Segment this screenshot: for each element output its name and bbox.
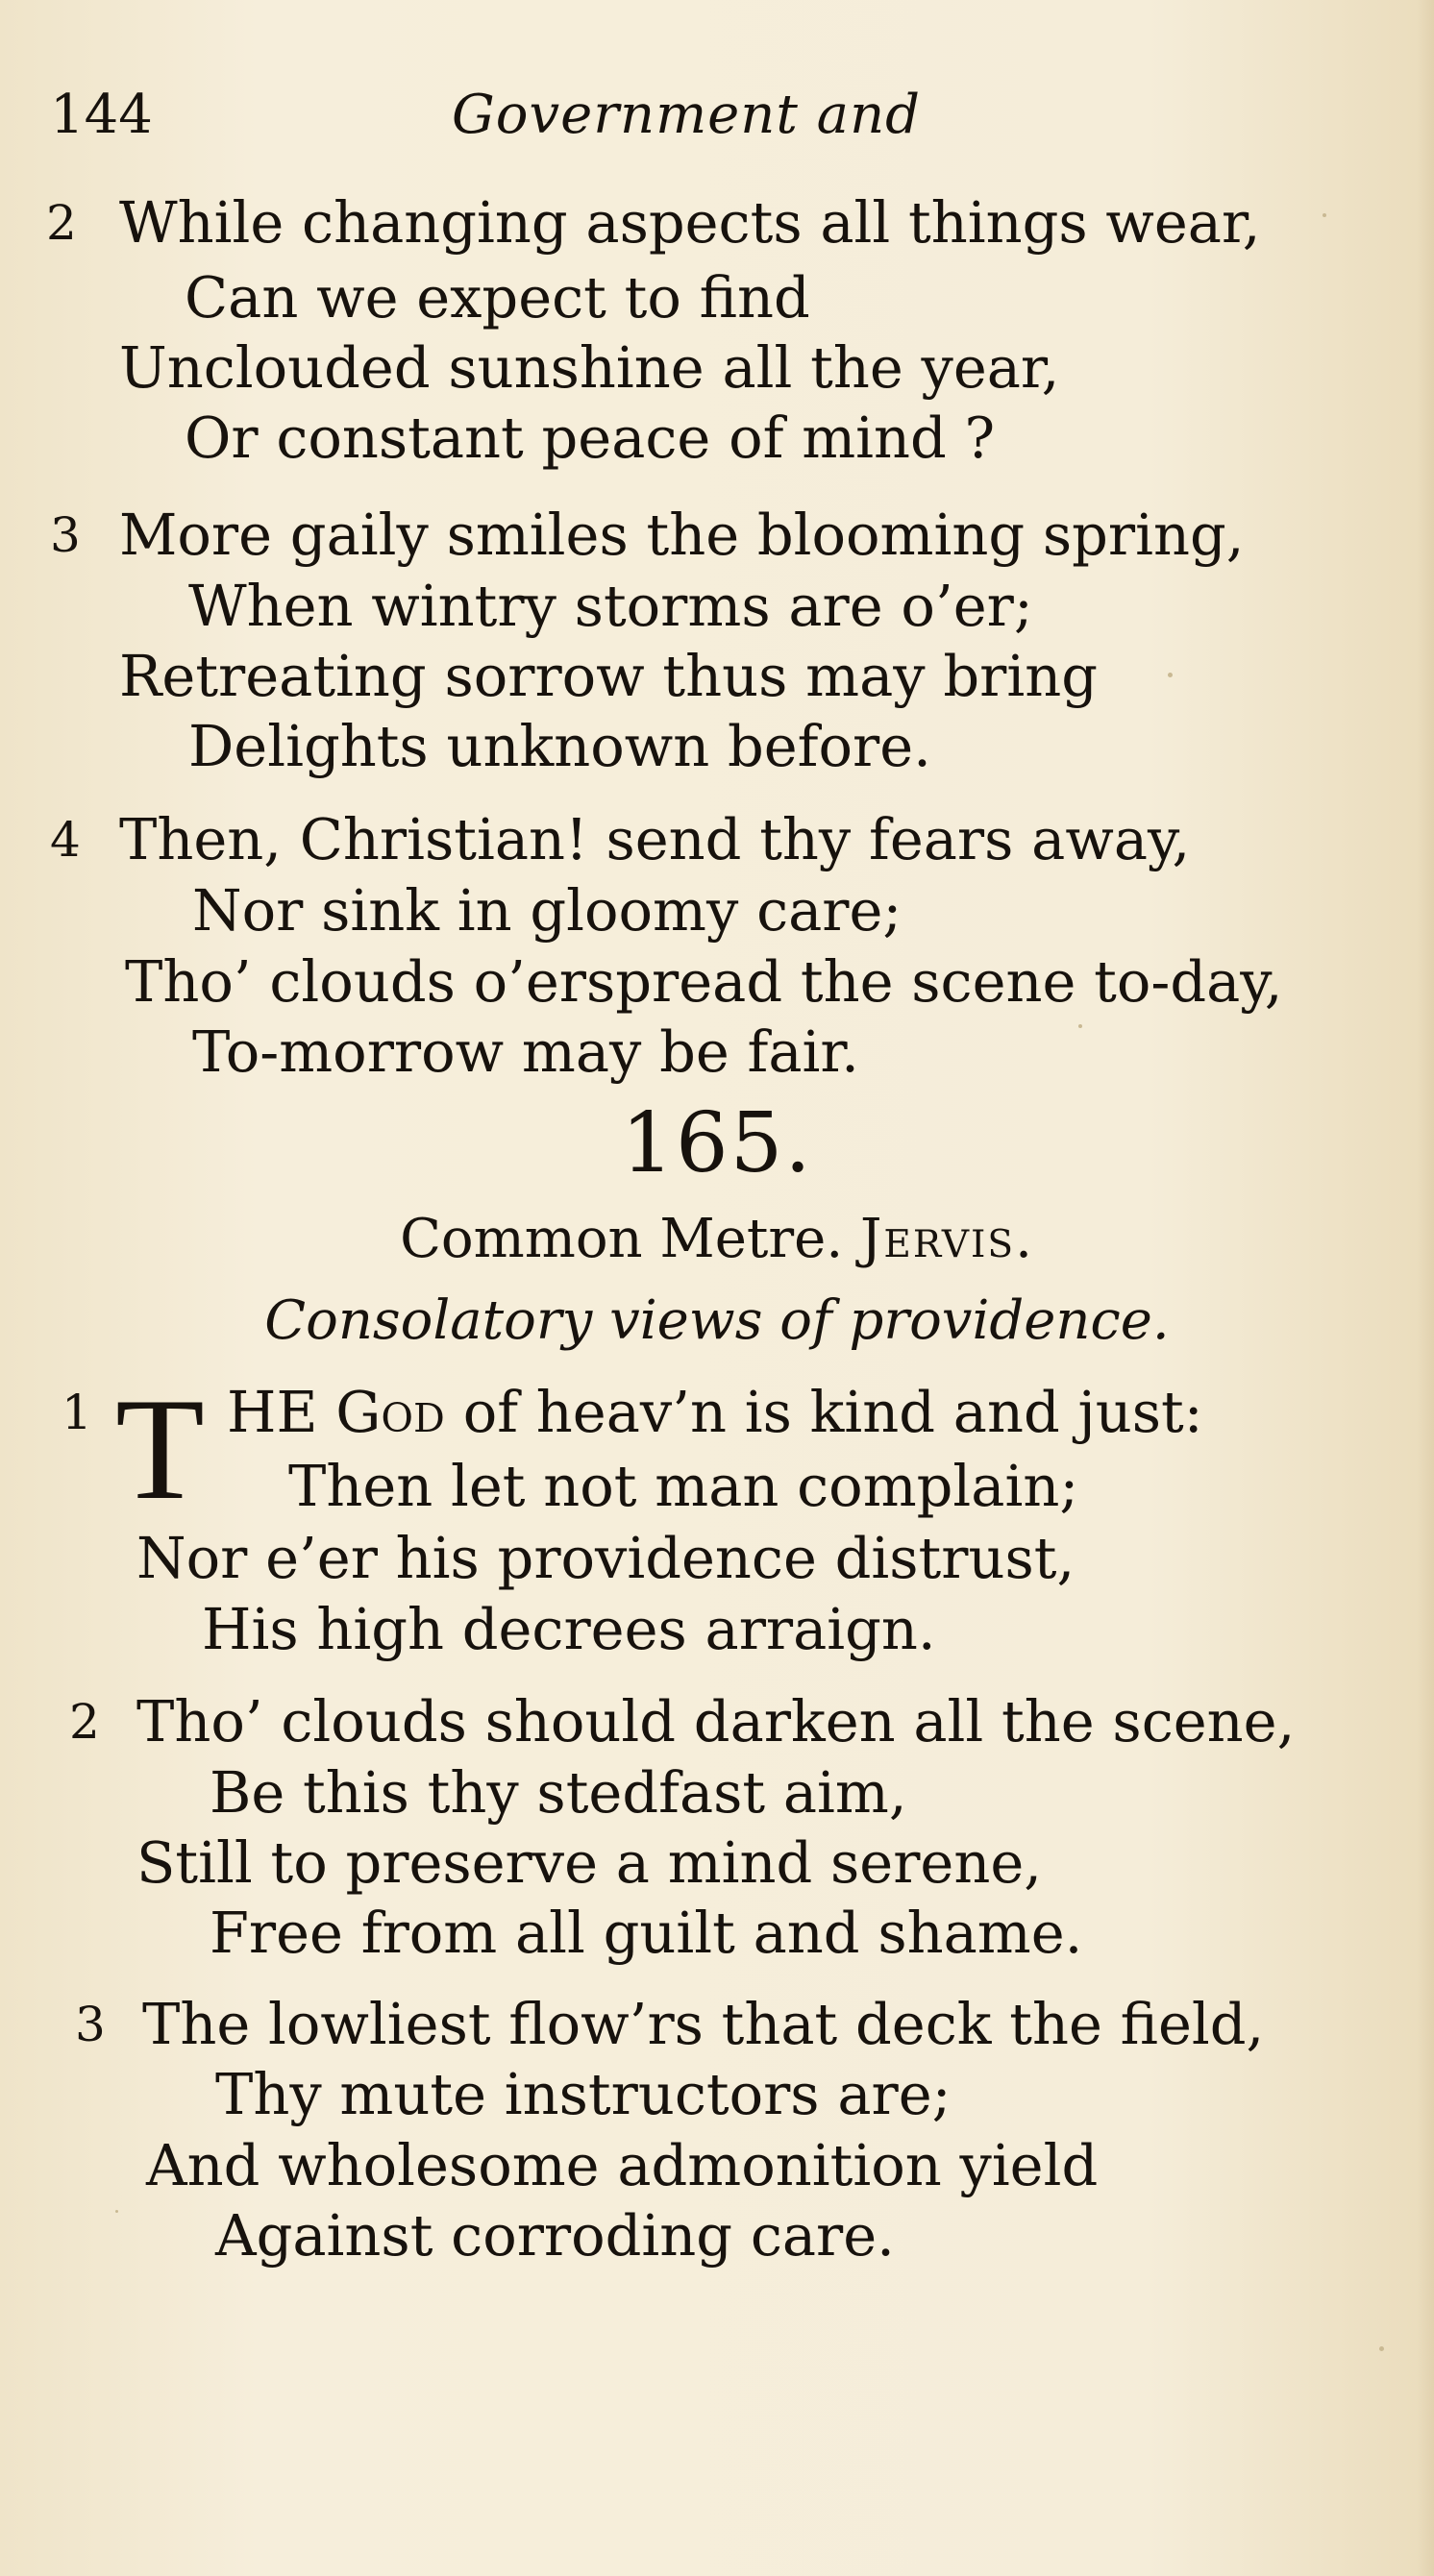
verse-line: Retreating sorrow thus may bring (119, 643, 1098, 709)
verse-line: Tho’ clouds o’erspread the scene to-day, (125, 948, 1283, 1015)
verse-line-first (227, 1377, 1203, 1448)
verse-line: Against corroding care. (215, 2202, 895, 2269)
verse-number: 3 (50, 507, 81, 563)
verse-number: 2 (69, 1694, 100, 1750)
verse-line: When wintry storms are o’er; (188, 573, 1033, 639)
paper-speck (115, 2210, 118, 2213)
verse-line: His high decrees arraign. (202, 1596, 936, 1662)
verse-line: Then, Christian! send thy fears away, (119, 806, 1191, 872)
paper-speck (1078, 1024, 1082, 1028)
page-header (0, 77, 1434, 154)
verse-line: Delights unknown before. (188, 713, 931, 779)
verse-line: Thy mute instructors are; (215, 2061, 952, 2127)
paper-speck (1168, 673, 1173, 677)
verse-line: Nor sink in gloomy care; (192, 877, 902, 944)
verse-line: Tho’ clouds should darken all the scene, (136, 1688, 1296, 1754)
verse-line: Be this thy stedfast aim, (210, 1759, 907, 1826)
verse-number: 1 (62, 1385, 92, 1440)
verse-number: 3 (75, 1997, 106, 2052)
verse-line: The lowliest flow’rs that deck the field, (142, 1991, 1265, 2057)
verse-line: And wholesome admonition yield (146, 2132, 1099, 2198)
verse-number: 4 (50, 812, 81, 868)
hymn-meter-line (0, 1201, 1434, 1278)
hymn-subject: Consolatory views of providence. (264, 1289, 1170, 1352)
running-head: Government and (452, 84, 921, 146)
hymn-author: Jervis. (859, 1208, 1034, 1270)
verse-line: Still to preserve a mind serene, (136, 1829, 1043, 1896)
paper-speck (1323, 213, 1326, 217)
verse-line: Nor e’er his providence distrust, (136, 1525, 1076, 1591)
verse-line: Or constant peace of mind ? (185, 405, 996, 471)
verse-line: Free from all guilt and shame. (210, 1900, 1083, 1966)
hymn-meter: Common Metre. (400, 1208, 844, 1270)
verse-line: More gaily smiles the blooming spring, (119, 502, 1245, 568)
verse-line: While changing aspects all things wear, (119, 189, 1261, 256)
verse-line: Then let not man complain; (288, 1453, 1079, 1519)
verse-line: Can we expect to find (185, 264, 810, 331)
verse-number: 2 (46, 195, 77, 251)
drop-cap: T (115, 1368, 205, 1530)
verse-line: To-morrow may be fair. (192, 1018, 859, 1085)
first-line-rest: of heav’n is kind and just: (462, 1379, 1203, 1445)
first-word-caps: HE (227, 1379, 318, 1445)
hymn-number: 165. (621, 1095, 813, 1191)
paper-speck (1379, 2346, 1384, 2351)
divine-name: God (335, 1379, 445, 1445)
verse-line: Unclouded sunshine all the year, (119, 334, 1060, 401)
page-number: 144 (50, 84, 153, 146)
